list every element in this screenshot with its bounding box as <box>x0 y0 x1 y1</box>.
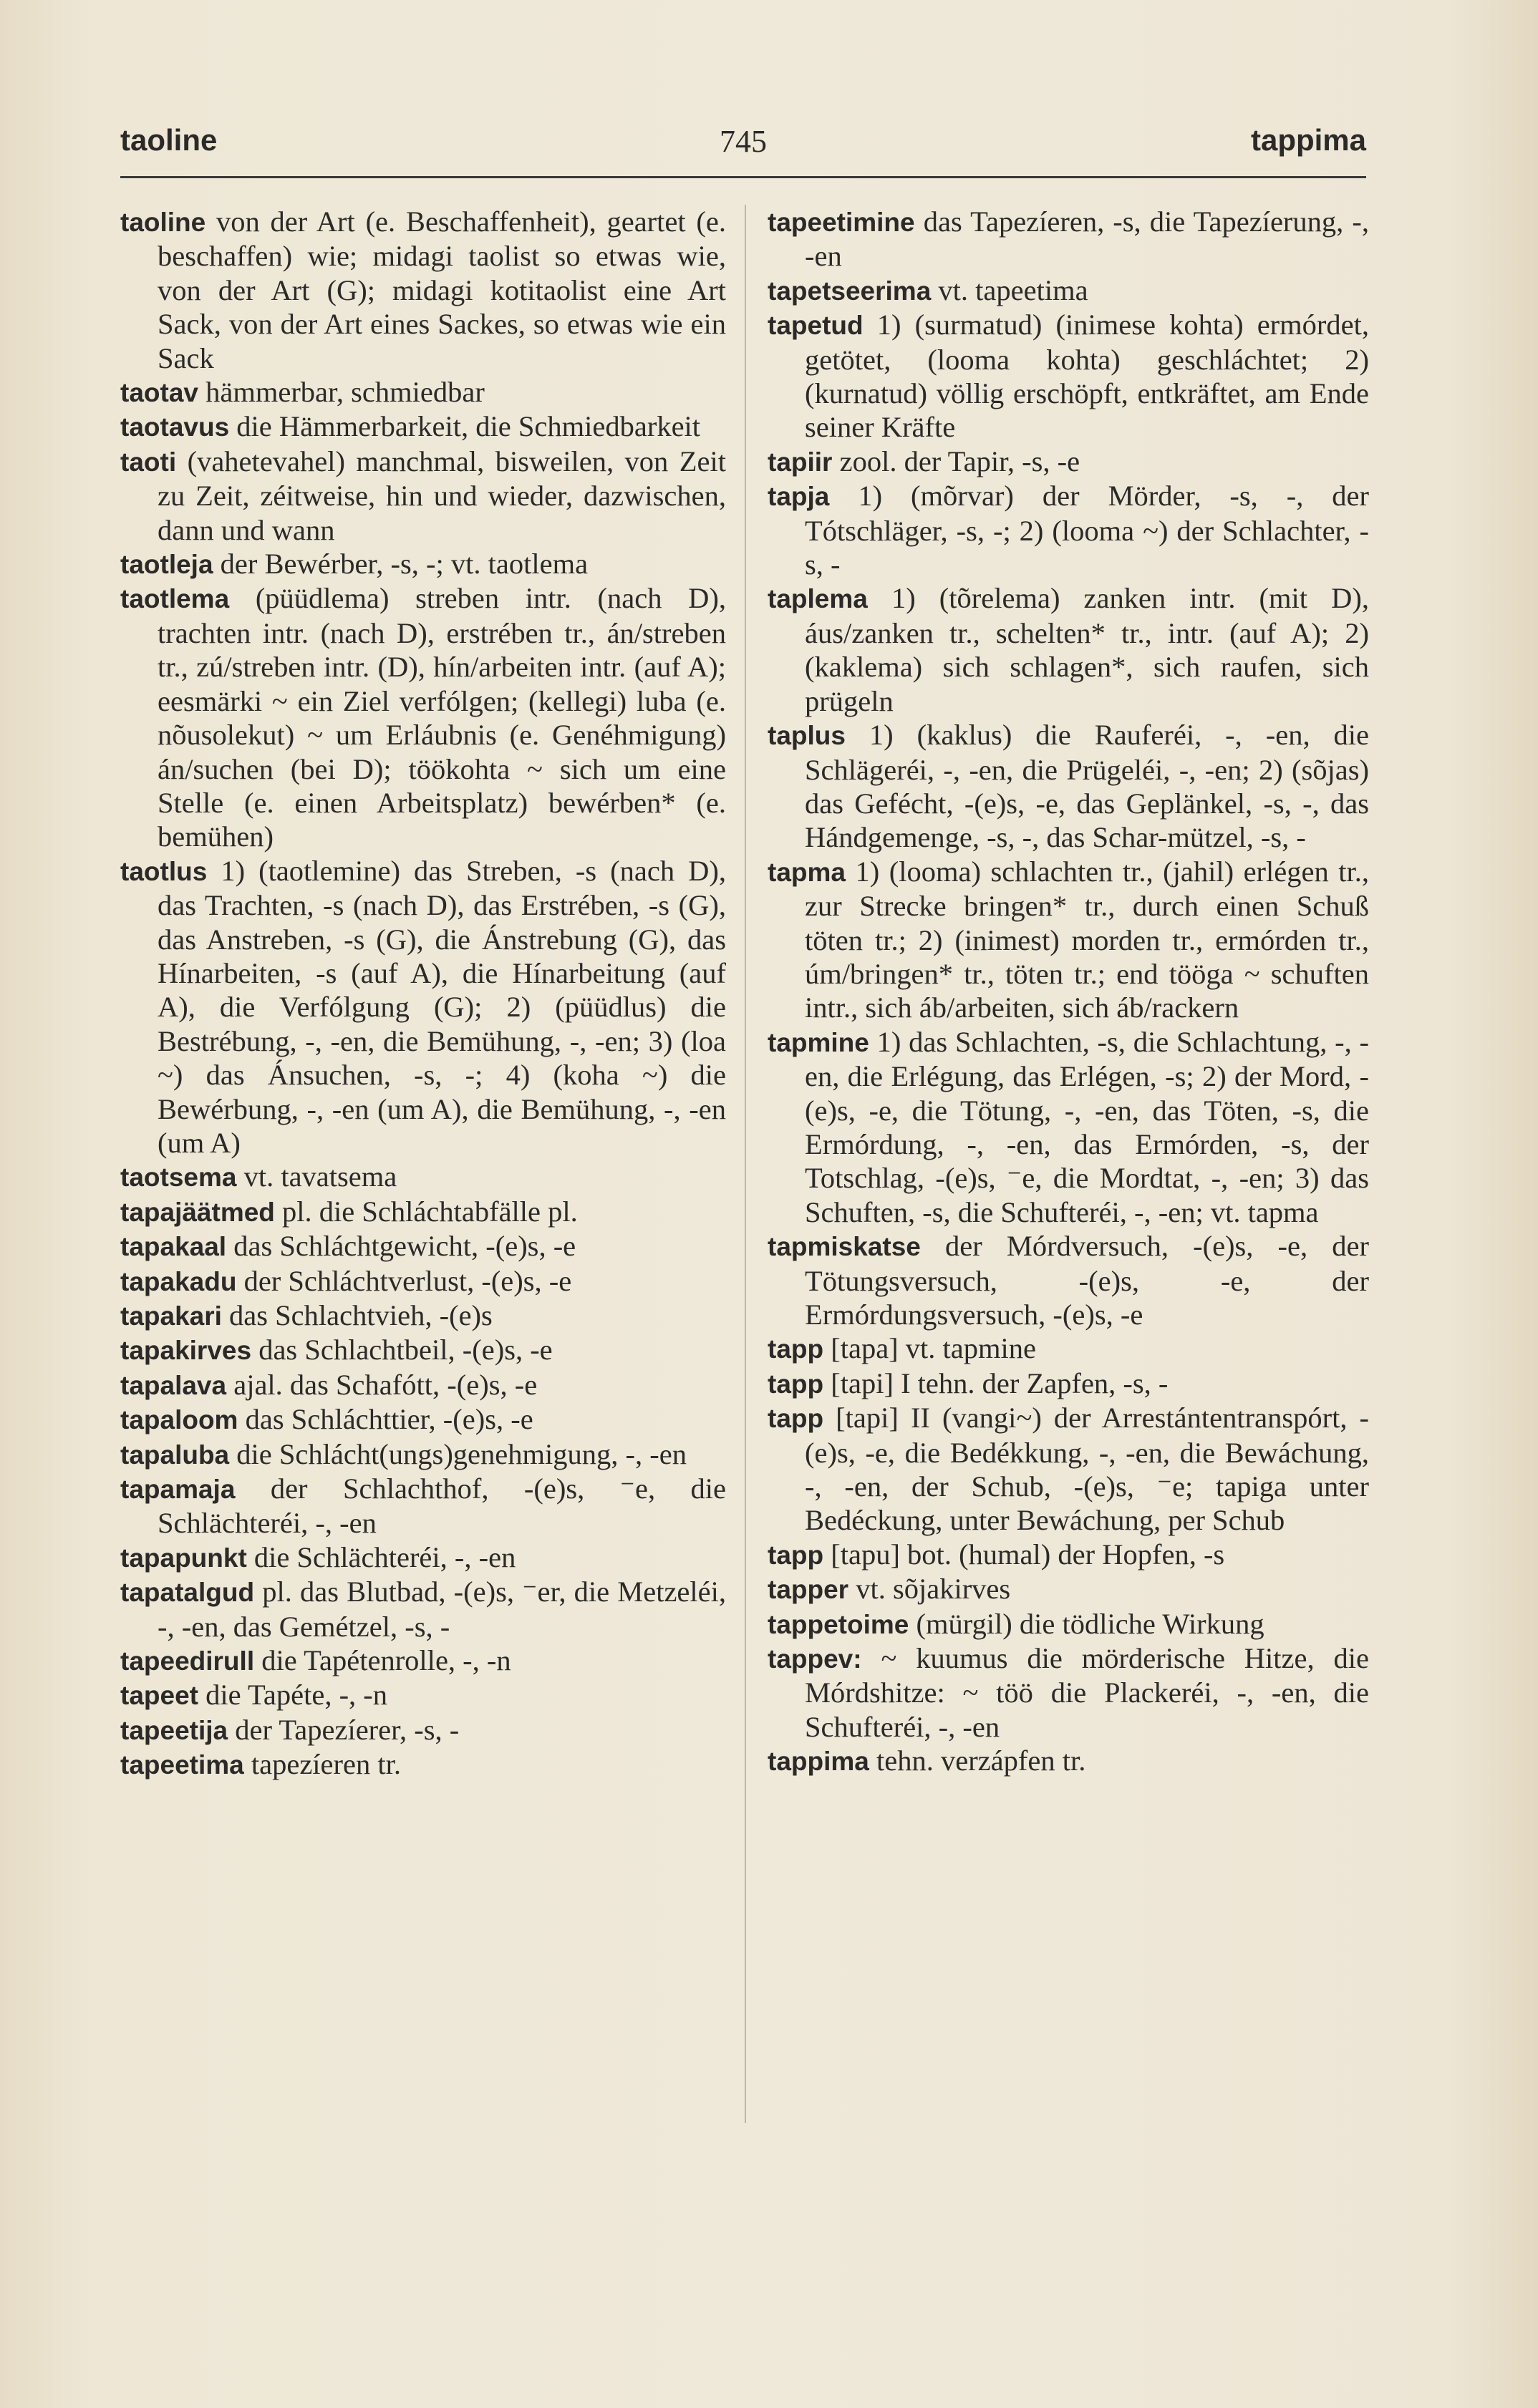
entry-definition: [tapi] I tehn. der Zapfen, -s, - <box>831 1366 1169 1399</box>
entry-definition: 1) (surmatud) (inimese kohta) ermórdet, getötet, (looma kohta) geschláchtet; 2) (kurnatud) völlig erschöpft, entkräftet, am Ende seiner Kräfte <box>805 309 1370 444</box>
entry-headword: tapp <box>768 1404 824 1434</box>
entry-headword: tappima <box>768 1747 869 1777</box>
dictionary-entry <box>120 445 726 547</box>
entry-headword: tapetseerima <box>768 276 932 306</box>
dictionary-entry <box>768 1229 1369 1331</box>
entry-headword: tapper <box>768 1575 849 1605</box>
left-column <box>120 205 726 1782</box>
entry-definition: 1) (taotlemine) das Streben, -s (nach D), das Trachten, -s (nach D), das Erstrében, -s (G), das Anstreben, -s (G), die Ánstrebung (G), das Hínarbeiten, -s (auf A), die Hínarbeitung (auf A), die Verfólgung (G); 2) (püüdlus) die Bestrébung, -, -en, die Bemühung, -, -en; 3) (loa ~) das Ánsuchen, -s, -; 4) (koha ~) die Bewérbung, -, -en (um A), die Bemühung, -, -en (um A) <box>158 854 726 1159</box>
entry-definition: tapezíeren tr. <box>251 1748 401 1781</box>
entry-headword: taplus <box>768 721 846 751</box>
entry-headword: taplema <box>768 584 868 614</box>
entry-headword: tapmine <box>768 1027 869 1057</box>
dictionary-entry <box>768 718 1369 855</box>
dictionary-entry <box>120 1575 726 1644</box>
entry-headword: tapja <box>768 482 830 512</box>
dictionary-entry <box>120 1298 726 1333</box>
entry-definition: vt. sõjakirves <box>856 1573 1011 1606</box>
dictionary-entry <box>120 1747 726 1782</box>
header-left-guideword: taoline <box>120 123 218 157</box>
dictionary-entry <box>768 445 1369 479</box>
entry-definition: die Schlächteréi, -, -en <box>253 1540 516 1573</box>
entry-headword: tapaluba <box>120 1440 230 1470</box>
entry-definition: 1) (mõrvar) der Mörder, -s, -, der Tótschläger, -s, -; 2) (looma ~) der Schlachter, -s, - <box>805 480 1370 581</box>
dictionary-entry <box>768 1641 1369 1744</box>
entry-definition: das Tapezíeren, -s, die Tapezíerung, -, -en <box>805 205 1369 273</box>
dictionary-entry <box>120 1368 726 1402</box>
entry-definition: der Schlachthof, -(e)s, ⁻e, die Schlächteréi, -, -en <box>158 1472 726 1540</box>
entry-headword: tapp <box>768 1369 824 1399</box>
page-number: 745 <box>720 124 767 159</box>
entry-headword: tapakirves <box>120 1336 252 1366</box>
dictionary-entry <box>120 547 726 581</box>
entry-headword: taoti <box>120 447 177 477</box>
entry-definition: ajal. das Schafótt, -(e)s, -e <box>233 1368 538 1401</box>
entry-headword: taotavus <box>120 412 230 442</box>
right-column <box>768 205 1369 1779</box>
entry-headword: taotav <box>120 378 198 408</box>
dictionary-entry <box>120 1160 726 1194</box>
entry-definition: der Bewérber, -s, -; vt. taotlema <box>220 548 589 581</box>
dictionary-entry <box>768 1538 1369 1572</box>
dictionary-entry <box>120 409 726 444</box>
dictionary-entry <box>120 1713 726 1747</box>
entry-definition: der Mórdversuch, -(e)s, -e, der Tötungsversuch, -(e)s, -e, der Ermórdungsversuch, -(e)s, -e <box>805 1230 1369 1331</box>
dictionary-entry <box>768 1366 1369 1401</box>
entry-headword: tapma <box>768 857 846 887</box>
dictionary-entry <box>120 1644 726 1678</box>
entry-headword: taotlus <box>120 856 208 886</box>
dictionary-entry <box>768 855 1369 1025</box>
entry-headword: tapakaal <box>120 1232 227 1262</box>
column-divider <box>745 205 746 2123</box>
entry-definition: das Schláchttier, -(e)s, -e <box>245 1403 533 1436</box>
entry-headword: tappev: <box>768 1644 862 1674</box>
entry-definition: das Schlachtvieh, -(e)s <box>229 1299 493 1331</box>
dictionary-entry <box>768 1401 1369 1538</box>
entry-definition: (mürgil) die tödliche Wirkung <box>916 1607 1264 1640</box>
header-rule <box>120 176 1366 178</box>
entry-definition: (vahetevahel) manchmal, bisweilen, von Zeit zu Zeit, zéitweise, hin und wieder, dazwischen, dann und wann <box>158 445 726 546</box>
dictionary-entry <box>768 1331 1369 1366</box>
entry-headword: tapajäätmed <box>120 1197 275 1227</box>
entry-headword: taotleja <box>120 550 213 580</box>
dictionary-entry <box>768 1744 1369 1778</box>
entry-definition: die Schlácht(ungs)genehmigung, -, -en <box>236 1437 687 1470</box>
entry-headword: tapamaja <box>120 1475 236 1505</box>
dictionary-entry <box>768 581 1369 718</box>
entry-headword: tapakari <box>120 1301 222 1331</box>
entry-headword: tapakadu <box>120 1266 237 1296</box>
entry-headword: tapp <box>768 1540 824 1570</box>
entry-headword: tapapunkt <box>120 1543 247 1573</box>
entry-definition: (püüdlema) streben intr. (nach D), trachten intr. (nach D), erstrében tr., án/streben tr., zú/streben intr. (D), hín/arbeiten intr. (auf A); eesmärki ~ ein Ziel verfólgen; (kellegi) luba (e. nõusolekut) ~ um Erláubnis (e. Genéhmigung) án/suchen (bei D); töökohta ~ sich um eine Stelle (e. einen Arbeitsplatz) bewérben* (e. bemühen) <box>158 582 726 853</box>
dictionary-entry <box>768 479 1369 581</box>
entry-definition: vt. tapeetima <box>938 273 1088 306</box>
entry-headword: tapeetimine <box>768 208 915 237</box>
dictionary-entry <box>120 1678 726 1712</box>
entry-headword: tapeetima <box>120 1750 244 1780</box>
entry-headword: taotlema <box>120 584 230 614</box>
entry-headword: taotsema <box>120 1162 237 1193</box>
entry-definition: 1) das Schlachten, -s, die Schlachtung, -, -en, die Erlégung, das Erlégen, -s; 2) der Mord, -(e)s, -e, die Tötung, -, -en, das Töten, -s, die Ermórdung, -, -en, das Ermórden, -s, der Totschlag, -(e)s, ⁻e, die Mordtat, -, -en; 3) das Schuften, -s, die Schufteréi, -, -en; vt. tapma <box>805 1025 1370 1228</box>
dictionary-entry <box>120 1229 726 1263</box>
dictionary-entry <box>768 1572 1369 1606</box>
entry-definition: das Schláchtgewicht, -(e)s, -e <box>233 1230 576 1263</box>
entry-headword: tapp <box>768 1334 824 1364</box>
entry-definition: ~ kuumus die mörderische Hitze, die Mórdshitze: ~ töö die Plackeréi, -, -en, die Schufteréi, -, -en <box>805 1642 1369 1743</box>
entry-headword: tapalava <box>120 1370 227 1400</box>
entry-headword: tapeedirull <box>120 1646 255 1676</box>
dictionary-entry <box>120 581 726 853</box>
dictionary-entry <box>120 375 726 409</box>
entry-headword: tapeetija <box>120 1715 228 1745</box>
entry-definition: die Tapétenrolle, -, -n <box>261 1644 511 1677</box>
entry-definition: der Schláchtverlust, -(e)s, -e <box>243 1264 572 1297</box>
entry-definition: pl. die Schláchtabfälle pl. <box>282 1195 578 1228</box>
entry-definition: die Tapéte, -, -n <box>205 1679 388 1712</box>
entry-definition: pl. das Blutbad, -(e)s, ⁻er, die Metzeléi, -, -en, das Gemétzel, -s, - <box>158 1576 727 1643</box>
dictionary-entry <box>768 205 1369 273</box>
dictionary-entry <box>120 1472 726 1540</box>
dictionary-entry <box>120 205 726 375</box>
entry-definition: hämmerbar, schmiedbar <box>205 376 485 409</box>
dictionary-entry <box>120 1540 726 1575</box>
entry-definition: zool. der Tapir, -s, -e <box>839 445 1080 477</box>
dictionary-entry <box>120 1402 726 1437</box>
entry-definition: vt. tavatsema <box>243 1160 397 1193</box>
dictionary-entry <box>768 308 1369 445</box>
dictionary-entry <box>120 1333 726 1367</box>
dictionary-entry <box>768 1025 1369 1229</box>
entry-headword: tapmiskatse <box>768 1232 921 1262</box>
entry-definition: [tapu] bot. (humal) der Hopfen, -s <box>831 1538 1225 1570</box>
entry-definition: tehn. verzápfen tr. <box>876 1744 1086 1777</box>
dictionary-entry <box>120 854 726 1160</box>
entry-definition: [tapa] vt. tapmine <box>831 1332 1036 1365</box>
dictionary-entry <box>120 1195 726 1229</box>
dictionary-entry <box>120 1437 726 1472</box>
entry-definition: [tapi] II (vangi~) der Arrestántentranspórt, -(e)s, -e, die Bedékkung, -, -en, die Bewáchung, -, -en, der Schub, -(e)s, ⁻e; tapiga unter Bedéckung, unter Bewáchung, per Schub <box>805 1402 1369 1537</box>
page-header <box>120 123 1366 166</box>
entry-headword: tapatalgud <box>120 1578 255 1608</box>
entry-definition: 1) (kaklus) die Rauferéi, -, -en, die Schlägeréi, -, -en, die Prügeléi, -, -en; 2) (sõjas) das Gefécht, -(e)s, -e, das Geplänkel, -s, -, das Hándgemenge, -s, -, das Schar-mützel, -s, - <box>805 719 1369 854</box>
entry-definition: der Tapezíerer, -s, - <box>235 1713 460 1746</box>
entry-definition: von der Art (e. Beschaffenheit), geartet (e. beschaffen) wie; midagi taolist so etwas wie, von der Art (G); midagi kotitaolist eine Art Sack, von der Art eines Sackes, so etwas wie ein Sack <box>158 205 726 374</box>
entry-headword: tapaloom <box>120 1405 238 1435</box>
dictionary-entry <box>120 1264 726 1298</box>
entry-headword: tapetud <box>768 311 864 341</box>
dictionary-entry <box>768 273 1369 308</box>
entry-definition: das Schlachtbeil, -(e)s, -e <box>258 1334 553 1366</box>
entry-definition: 1) (tõrelema) zanken intr. (mit D), áus/zanken tr., schelten* tr., intr. (auf A); 2) (kaklema) sich schlagen*, sich raufen, sich prügeln <box>805 582 1370 717</box>
entry-definition: die Hämmerbarkeit, die Schmiedbarkeit <box>236 410 701 443</box>
entry-definition: 1) (looma) schlachten tr., (jahil) erlégen tr., zur Strecke bringen* tr., durch einen Schuß töten tr.; 2) (inimest) morden tr., ermórden tr., úm/bringen* tr., töten tr.; end tööga ~ schuften intr., sich áb/arbeiten, sich áb/rackern <box>805 855 1370 1024</box>
entry-headword: tapeet <box>120 1681 198 1711</box>
dictionary-entry <box>768 1607 1369 1641</box>
entry-headword: taoline <box>120 208 206 237</box>
header-right-guideword: tappima <box>1250 123 1366 157</box>
entry-headword: tappetoime <box>768 1609 909 1639</box>
entry-headword: tapiir <box>768 447 833 477</box>
